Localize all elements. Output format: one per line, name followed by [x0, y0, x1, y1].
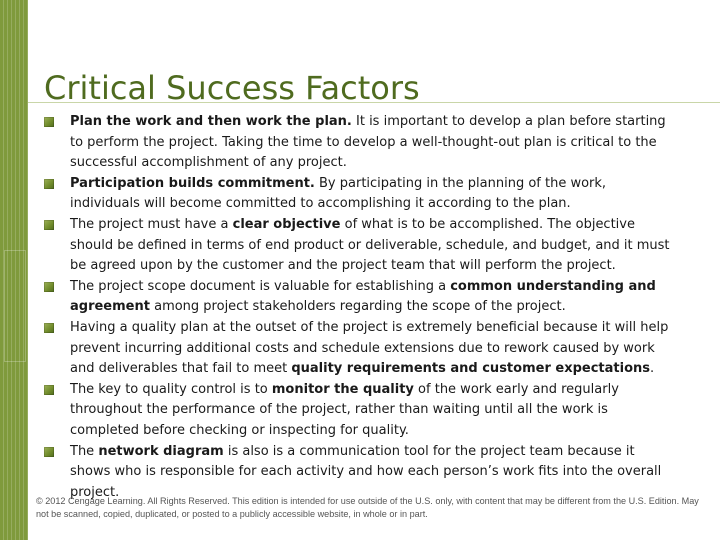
bullet-list: [44, 112, 676, 503]
bullet-emphasis: common understanding and agreement: [70, 278, 656, 315]
square-bullet-icon: [44, 282, 54, 292]
bullet-item: [44, 112, 676, 174]
bullet-text: of what is to be accomplished. The objective should be defined in terms of end product or deliverable, schedule, and budget, and it must be agreed upon by the customer and the project team that will perform the project.: [70, 216, 670, 274]
square-bullet-icon: [44, 385, 54, 395]
left-decorative-bar: [0, 0, 28, 540]
bullet-text: Having a quality plan at the outset of the project is extremely beneficial because it will help prevent incurring additional costs and schedule extensions due to rework caused by work and deliverables that fail to meet: [70, 319, 669, 377]
square-bullet-icon: [44, 323, 54, 333]
square-bullet-icon: [44, 179, 54, 189]
copyright-footer: © 2012 Cengage Learning. All Rights Reserved. This edition is intended for use outside of the U.S. only, with content that may be different from the U.S. Edition. May not be scanned, copied, duplicated, or posted to a publicly accessible website, in whole or in part.: [36, 496, 699, 519]
bullet-text: The project must have a: [70, 216, 233, 232]
bullet-item: [44, 442, 676, 504]
bullet-text: among project stakeholders regarding the scope of the project.: [149, 299, 566, 315]
bullet-item: [44, 318, 676, 380]
bullet-emphasis: clear objective: [232, 216, 341, 232]
bullet-lead: Participation builds commitment.: [70, 175, 315, 191]
square-bullet-icon: [44, 447, 54, 457]
bullet-text: is also is a communication tool for the project team because it shows who is responsible for each activity and how each person’s work fits into the overall project.: [70, 443, 662, 500]
bullet-item: [44, 380, 676, 442]
bullet-item: [44, 215, 676, 277]
bullet-item: [44, 174, 676, 215]
square-bullet-icon: [44, 117, 54, 127]
bullet-emphasis: monitor the quality: [271, 381, 414, 397]
bullet-text: The key to quality control is to: [70, 381, 272, 397]
bar-grid-pattern: [4, 250, 26, 362]
bullet-item: [44, 277, 676, 318]
bullet-text: By participating in the planning of the work, individuals will become committed to accomplishing it according to the plan.: [70, 175, 607, 212]
bullet-text: of the work early and regularly throughout the performance of the project, rather than waiting until all the work is completed before checking or inspecting for quality.: [70, 381, 619, 438]
bullet-text: It is important to develop a plan before starting to perform the project. Taking the time to develop a well-thought-out plan is critical to the successful accomplishment of any project.: [70, 114, 666, 171]
bullet-text: The project scope document is valuable for establishing a: [70, 278, 451, 294]
square-bullet-icon: [44, 220, 54, 230]
bullet-emphasis: quality requirements and customer expectations: [291, 361, 650, 377]
bullet-emphasis: network diagram: [98, 443, 224, 459]
bullet-lead: Plan the work and then work the plan.: [70, 114, 352, 129]
slide-title: Critical Success Factors: [44, 69, 420, 108]
bullet-text: The: [70, 443, 99, 459]
bullet-text: .: [650, 361, 655, 377]
